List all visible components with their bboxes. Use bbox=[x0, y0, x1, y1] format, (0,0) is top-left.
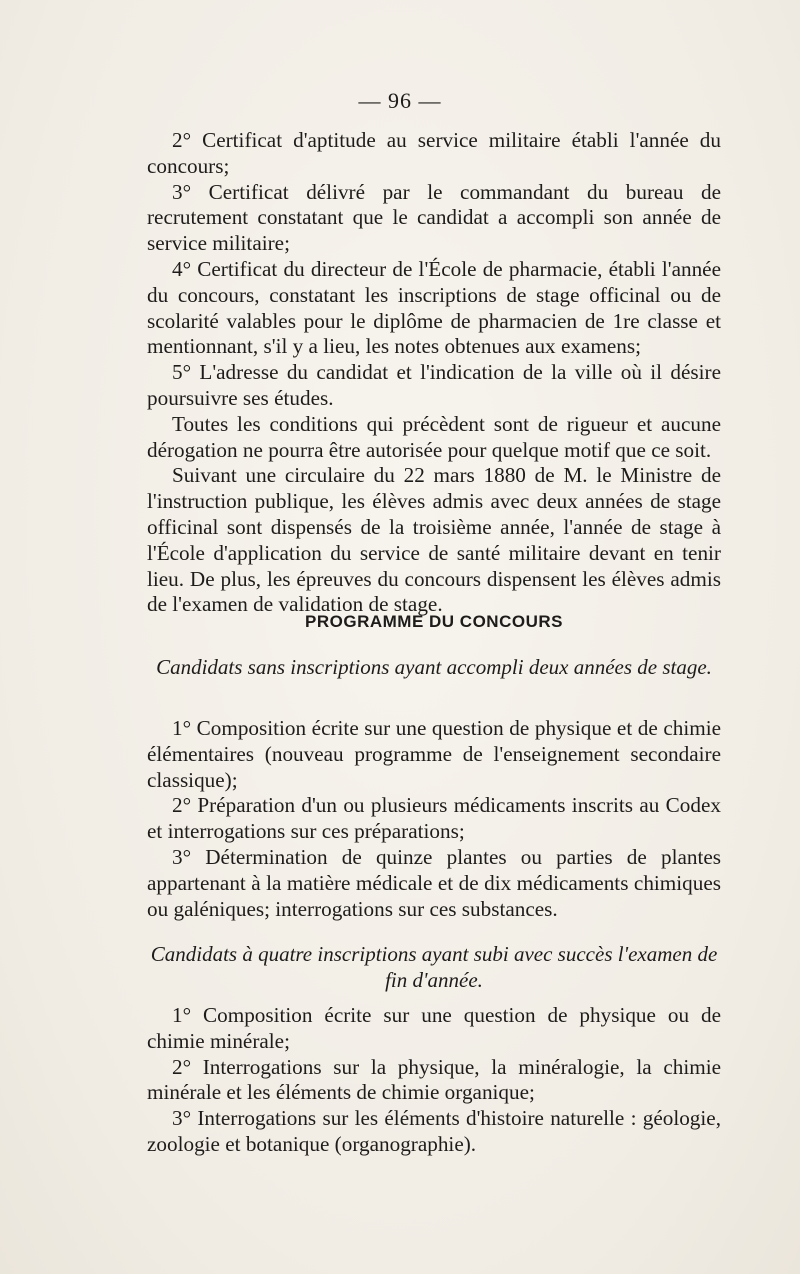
section-1-heading: Candidats sans inscriptions ayant accompli deux années de stage. bbox=[156, 655, 712, 679]
intro-paragraph: 5° L'adresse du candidat et l'indication de la ville où il désire poursuivre ses études. bbox=[147, 360, 721, 410]
intro-paragraph: 4° Certificat du directeur de l'École de pharmacie, établi l'année du concours, constatant les inscriptions de stage officinal ou de scolarité valables pour le diplôme de pharmacien de 1re classe et mentionnant, s'il y a lieu, les notes obtenues aux examens; bbox=[147, 256, 721, 359]
page-number: — 96 — bbox=[358, 88, 442, 113]
section-2-list bbox=[147, 1003, 721, 1158]
list-item: 3° Interrogations sur les éléments d'histoire naturelle : géologie, zoologie et botanique (organographie). bbox=[147, 1106, 721, 1156]
intro-paragraph: Toutes les conditions qui précèdent sont de rigueur et aucune dérogation ne pourra être autorisée pour quelque motif que ce soit. bbox=[147, 411, 721, 462]
section-2-heading: Candidats à quatre inscriptions ayant subi avec succès l'examen de fin d'année. bbox=[150, 942, 718, 992]
list-item: 2° Interrogations sur la physique, la minéralogie, la chimie minérale et les éléments de chimie organique; bbox=[147, 1054, 721, 1105]
intro-text-block bbox=[147, 128, 721, 618]
intro-paragraph: 2° Certificat d'aptitude au service militaire établi l'année du concours; bbox=[147, 128, 721, 178]
intro-paragraph: Suivant une circulaire du 22 mars 1880 de M. le Ministre de l'instruction publique, les élèves admis avec deux années de stage officinal sont dispensés de la troisième année, l'année de stage à l'École d'application du service de santé militaire devant en tenir lieu. De plus, les épreuves du concours dispensent les élèves admis de l'examen de validation de stage. bbox=[147, 463, 721, 617]
list-item: 1° Composition écrite sur une question de physique ou de chimie minérale; bbox=[147, 1003, 721, 1053]
list-item: 2° Préparation d'un ou plusieurs médicaments inscrits au Codex et interrogations sur ces préparations; bbox=[147, 793, 721, 844]
section-1-list bbox=[147, 716, 721, 922]
list-item: 3° Détermination de quinze plantes ou parties de plantes appartenant à la matière médicale et de dix médicaments chimiques ou galéniques; interrogations sur ces substances. bbox=[147, 844, 721, 921]
intro-paragraph: 3° Certificat délivré par le commandant du bureau de recrutement constatant que le candidat a accompli son année de service militaire; bbox=[147, 179, 721, 256]
section-title: PROGRAMME DU CONCOURS bbox=[305, 612, 563, 631]
list-item: 1° Composition écrite sur une question de physique et de chimie élémentaires (nouveau programme de l'enseignement secondaire classique); bbox=[147, 716, 721, 792]
